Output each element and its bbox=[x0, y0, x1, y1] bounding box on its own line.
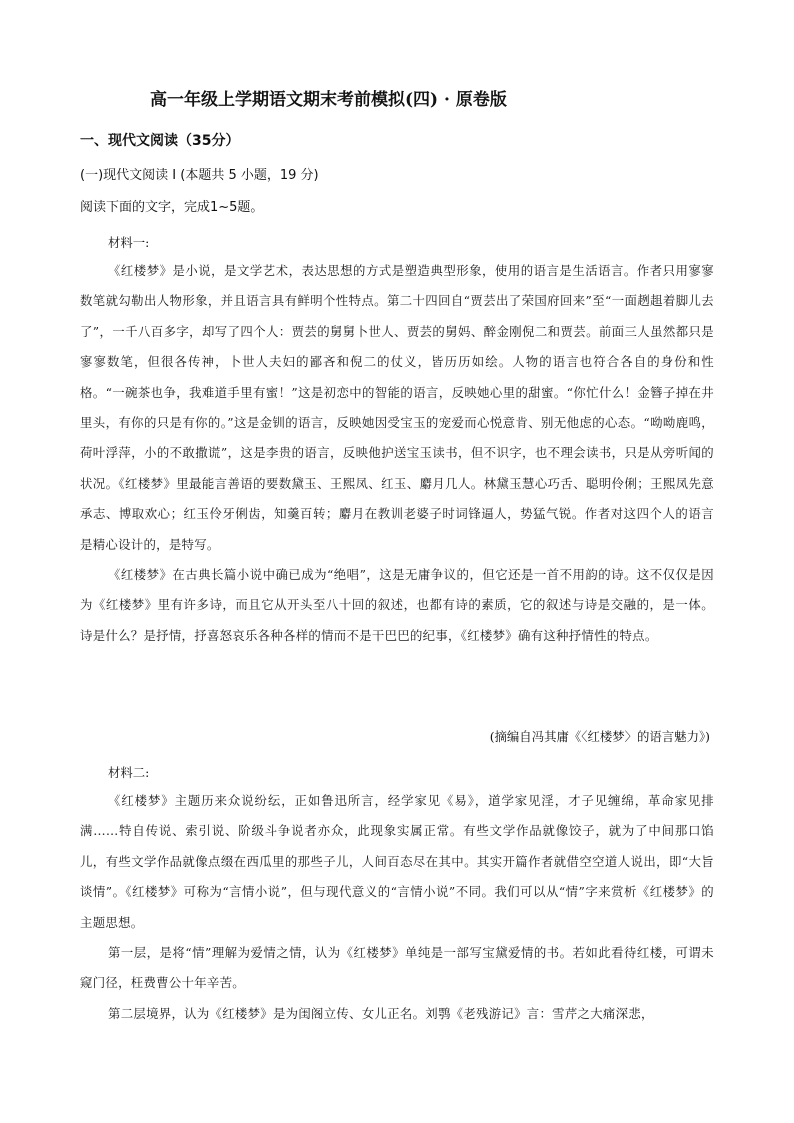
material-one-paragraph: 《红楼梦》在古典长篇小说中确已成为“绝唱”，这是无庸争议的，但它还是一首不用韵的诗。这不仅仅是因为《红楼梦》里有许多诗，而且它从开头至八十回的叙述，也都有诗的素质，它的叙述与诗是交融的，是一体。诗是什么？是抒情，抒喜怒哀乐各种各样的情而不是干巴巴的纪事，《红楼梦》确有这种抒情性的特点。 bbox=[80, 567, 714, 643]
section-heading: 一、现代文阅读（35分） bbox=[80, 133, 240, 149]
material-two-paragraph: 第一层，是将“情”理解为爱情之情，认为《红楼梦》单纯是一部写宝黛爱情的书。若如此看待红楼，可谓未窥门径，枉费曹公十年辛苦。 bbox=[80, 945, 714, 991]
material-two-paragraph: 第二层境界，认为《红楼梦》是为闺阁立传、女儿正名。刘鹗《老残游记》言：雪芹之大痛深悲， bbox=[108, 1005, 654, 1021]
material-two-body bbox=[80, 786, 714, 1029]
material-one-paragraph: 《红楼梦》是小说，是文学艺术，表达思想的方式是塑造典型形象，使用的语言是生活语言。作者只用寥寥数笔就勾勒出人物形象，并且语言具有鲜明个性特点。第二十四回自“贾芸出了荣国府回来”至“一面趔趄着脚儿去了”，一千八百多字，却写了四个人：贾芸的舅舅卜世人、贾芸的舅妈、醉金刚倪二和贾芸。前面三人虽然都只是寥寥数笔，但很各传神，卜世人夫妇的鄙吝和倪二的仗义，皆历历如绘。人物的语言也符合各自的身份和性格。“一碗茶也争，我难道手里有蜜！”这是初恋中的智能的语言，反映她心里的甜蜜。“你忙什么！金簪子掉在井里头，有你的只是有你的。”这是金钏的语言，反映她因受宝玉的宠爱而心悦意肯、别无他虑的心态。“呦呦鹿鸣，荷叶浮萍，小的不敢撒谎”，这是李贵的语言，反映他护送宝玉读书，但不识字，也不理会读书，只是从旁听闻的状况。《红楼梦》里最能言善语的要数黛玉、王熙凤、红玉、麝月几人。林黛玉慧心巧舌、聪明伶俐；王熙凤先意承志、博取欢心；红玉伶牙俐齿，知羹百转；麝月在教训老婆子时词锋逼人，势猛气锐。作者对这四个人的语言是精心设计的，是特写。 bbox=[80, 263, 714, 552]
material-one-label: 材料一: bbox=[108, 235, 150, 250]
material-one-source: (摘编自冯其庸《〈红楼梦〉的语言魅力》) bbox=[489, 729, 710, 744]
material-two-label: 材料二: bbox=[108, 765, 150, 780]
sub-heading: (一)现代文阅读 I (本题共 5 小题，19 分) bbox=[80, 168, 319, 183]
material-one-body bbox=[80, 256, 714, 651]
material-two-paragraph: 《红楼梦》主题历来众说纷纭，正如鲁迅所言，经学家见《易》，道学家见淫，才子见缠绵，革命家见排满……特自传说、索引说、阶级斗争说者亦众，此现象实属正常。有些文学作品就像饺子，就为了中间那口馅儿，有些文学作品就像点缀在西瓜里的那些子儿，人间百态尽在其中。其实开篇作者就借空空道人说出，即“大旨谈情”。《红楼梦》可称为“言情小说”，但与现代意义的“言情小说”不同。我们可以从“情”字来赏析《红楼梦》的主题思想。 bbox=[80, 793, 714, 930]
document-title: 高一年级上学期语文期末考前模拟(四) · 原卷版 bbox=[150, 90, 507, 110]
instruction-text: 阅读下面的文字，完成1~5题。 bbox=[80, 200, 264, 215]
